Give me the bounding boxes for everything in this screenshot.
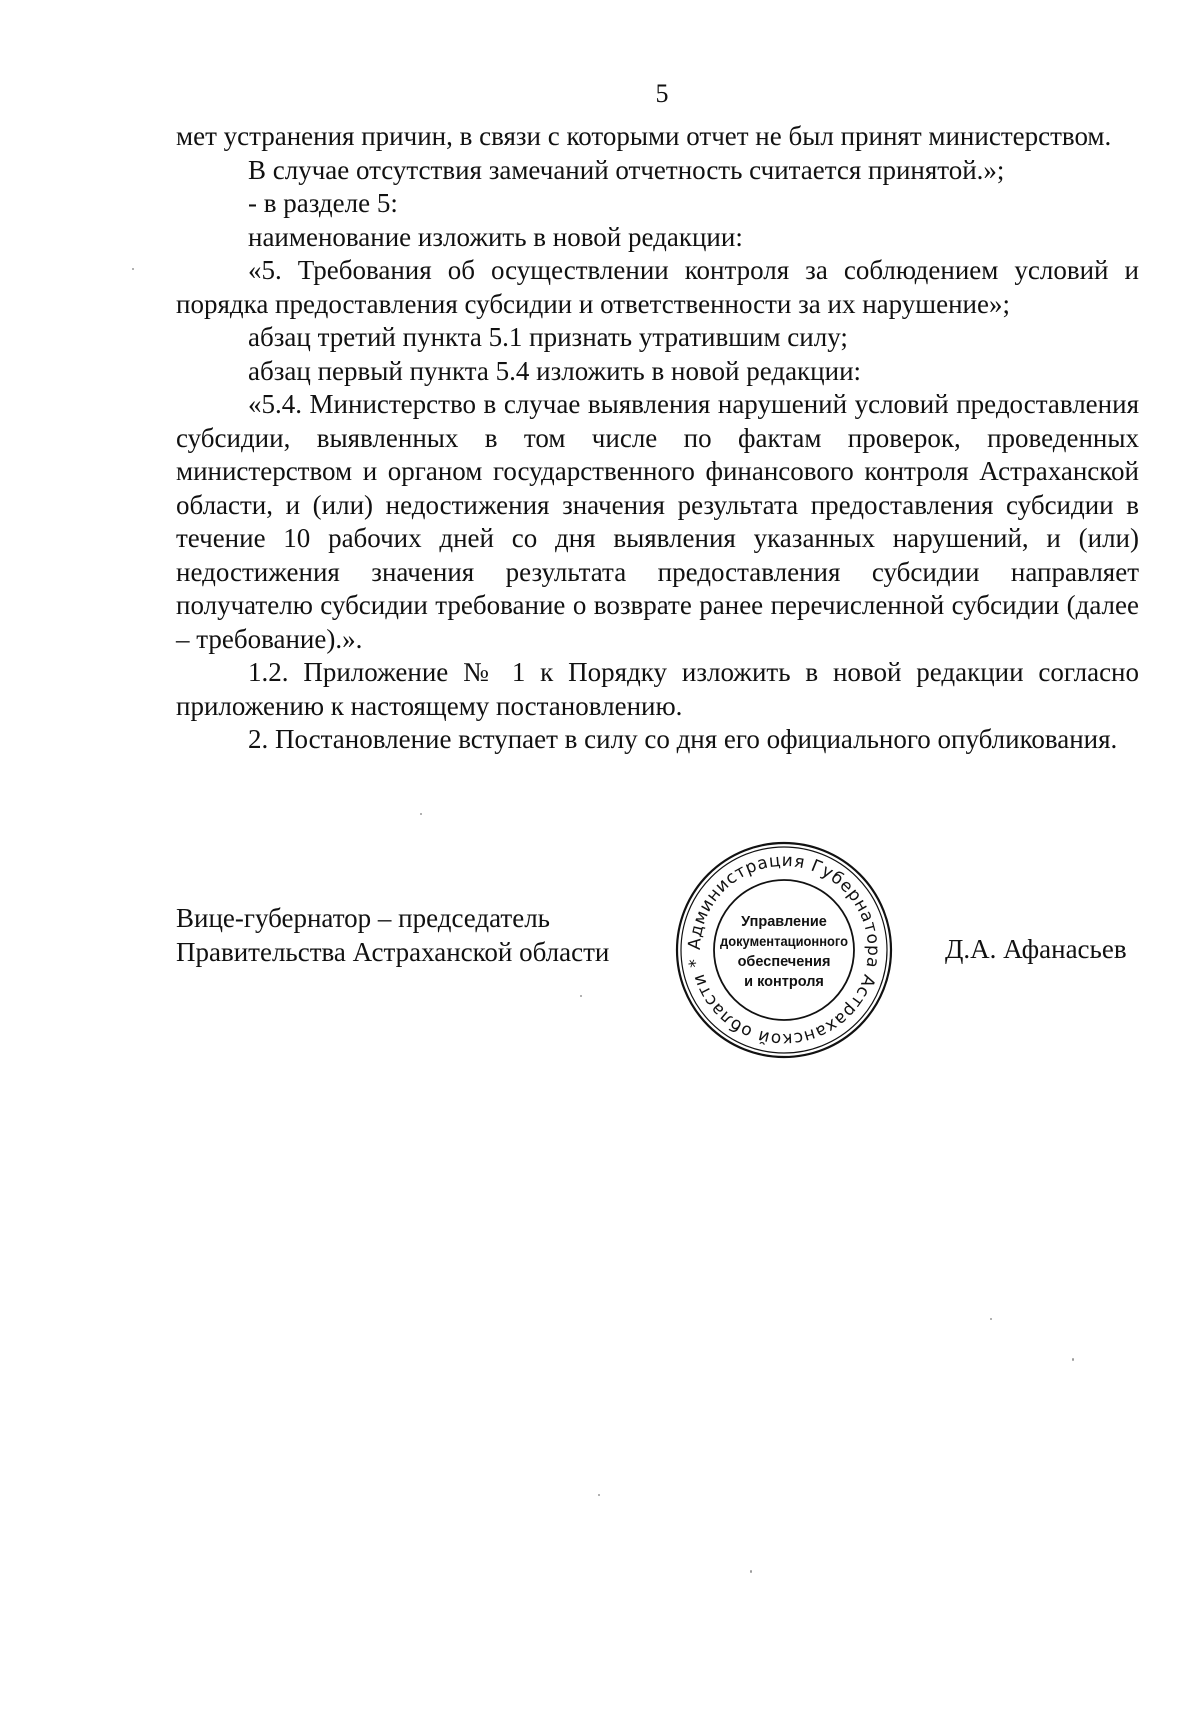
paragraph-1: мет устранения причин, в связи с которыми отчет не был принят министерством.: [176, 121, 1112, 151]
paragraph-9: 1.2. Приложение № 1 к Порядку изложить в новой редакции согласно приложению к настоящему постановлению.: [176, 657, 1139, 721]
paragraph-6: абзац третий пункта 5.1 признать утратившим силу;: [248, 322, 848, 352]
paragraph-8: «5.4. Министерство в случае выявления нарушений условий предоставления субсидии, выявленных в том числе по фактам проверок, проведенных министерством и органом государственного финансового контроля Астраханской области, и (или) недостижения значения результата предоставления субсидии в течение 10 рабочих дней со дня выявления указанных нарушений, и (или) недостижения значения результата предоставления субсидии направляет получателю субсидии требование о возврате ранее перечисленной субсидии (далее – требование).».: [176, 389, 1139, 654]
signatory-position-line-2: Правительства Астраханской области: [176, 937, 610, 967]
page-number: 5: [655, 79, 669, 108]
paragraph-5: «5. Требования об осуществлении контроля за соблюдением условий и порядка предоставления субсидии и ответственности за их нарушение»;: [176, 255, 1139, 319]
document-body: [176, 120, 1139, 757]
scan-speck: [132, 268, 134, 270]
stamp-outer-text: Администрация Губернатора Астраханской области *: [684, 850, 884, 1050]
scan-speck: [1072, 1358, 1074, 1361]
official-stamp: [672, 838, 896, 1062]
stamp-line-4: и контроля: [744, 974, 824, 990]
stamp-line-3: обеспечения: [737, 954, 831, 970]
scan-speck: [580, 995, 582, 997]
scan-speck: [750, 1570, 752, 1573]
scan-speck: [598, 1494, 600, 1496]
paragraph-3: - в разделе 5:: [248, 188, 398, 218]
signatory-position-line-1: Вице-губернатор – председатель: [176, 903, 550, 933]
scan-speck: [420, 813, 422, 815]
signatory-name: Д.А. Афанасьев: [945, 934, 1127, 964]
signatory-position: [176, 901, 609, 969]
paragraph-4: наименование изложить в новой редакции:: [248, 221, 743, 252]
stamp-line-2: документационного: [720, 933, 848, 949]
paragraph-10: 2. Постановление вступает в силу со дня его официального опубликования.: [248, 724, 1118, 754]
scan-speck: [990, 1318, 992, 1320]
paragraph-7: абзац первый пункта 5.4 изложить в новой редакции:: [248, 355, 862, 386]
stamp-seal-icon: [672, 838, 896, 1062]
paragraph-2: В случае отсутствия замечаний отчетность считается принятой.»;: [248, 154, 1005, 185]
stamp-line-1: Управление: [741, 914, 827, 930]
